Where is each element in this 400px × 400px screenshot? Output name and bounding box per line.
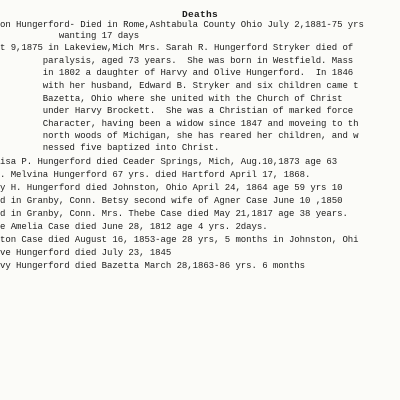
text-line: . Melvina Hungerford 67 yrs. died Hartford April 17, 1868. xyxy=(0,170,311,180)
text-line: y H. Hungerford died Johnston, Ohio April 24, 1864 age 59 yrs 10 xyxy=(0,183,343,193)
text-line: d in Granby, Conn. Betsy second wife of Agner Case June 10 ,1850 xyxy=(0,196,343,206)
text-line: nessed five baptized into Christ. xyxy=(0,143,220,153)
text-line: with her husband, Edward B. Stryker and six children came t xyxy=(0,81,359,91)
text-line: on Hungerford- Died in Rome,Ashtabula County Ohio July 2,1881-75 yrs xyxy=(0,20,364,30)
text-line: in 1802 a daughter of Harvy and Olive Hungerford. In 1846 xyxy=(0,68,354,78)
text-line: ton Case died August 16, 1853-age 28 yrs, 5 months in Johnston, Ohi xyxy=(0,235,359,245)
text-line: vy Hungerford died Bazetta March 28,1863-86 yrs. 6 months xyxy=(0,261,306,271)
text-line: d in Granby, Conn. Mrs. Thebe Case died May 21,1817 age 38 years. xyxy=(0,209,348,219)
text-line: under Harvy Brockett. She was a Christian of marked force xyxy=(0,106,354,116)
text-line: paralysis, aged 73 years. She was born in Westfield. Mass xyxy=(0,56,354,66)
page-title: Deaths xyxy=(181,9,218,20)
text-line: wanting 17 days xyxy=(0,31,140,41)
text-line: Bazetta, Ohio where she united with the Church of Christ xyxy=(0,94,343,104)
text-line: north woods of Michigan, she has reared her children, and w xyxy=(0,131,359,141)
text-line: e Amelia Case died June 28, 1812 age 4 yrs. 2days. xyxy=(0,222,268,232)
text-line: isa P. Hungerford died Ceader Springs, Mich, Aug.10,1873 age 63 xyxy=(0,157,338,167)
text-line: t 9,1875 in Lakeview,Mich Mrs. Sarah R. Hungerford Stryker died of xyxy=(0,43,354,53)
text-line: ve Hungerford died July 23, 1845 xyxy=(0,248,172,258)
text-line: Character, having been a widow since 1847 and moveing to th xyxy=(0,119,359,129)
